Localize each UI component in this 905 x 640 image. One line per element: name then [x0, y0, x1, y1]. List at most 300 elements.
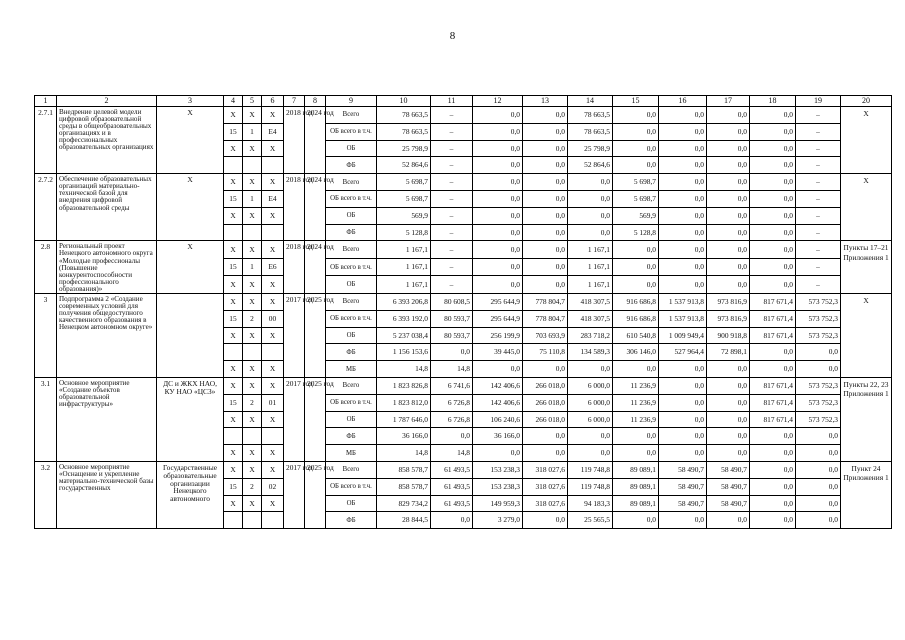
- amount-cell: 58 490,7: [659, 462, 707, 479]
- amount-cell: 573 752,3: [796, 327, 841, 344]
- amount-cell: 973 816,9: [707, 310, 750, 327]
- column-number: 6: [262, 96, 284, 107]
- budget-code: Х: [262, 462, 284, 479]
- amount-cell: 0,0: [523, 258, 568, 276]
- amount-cell: 0,0: [659, 512, 707, 529]
- amount-cell: 0,0: [523, 207, 568, 224]
- amount-cell: 11 236,9: [613, 378, 659, 395]
- funding-source: ОБ: [326, 327, 377, 344]
- amount-cell: 0,0: [750, 140, 796, 157]
- reference-note: Х: [841, 174, 892, 241]
- amount-cell: 0,0: [659, 174, 707, 191]
- funding-source: Всего: [326, 107, 377, 124]
- amount-cell: 0,0: [659, 224, 707, 241]
- amount-cell: 153 238,3: [473, 478, 523, 495]
- budget-code: Х: [243, 107, 262, 124]
- amount-cell: 0,0: [431, 344, 473, 361]
- amount-cell: 0,0: [750, 207, 796, 224]
- amount-cell: 0,0: [613, 123, 659, 140]
- budget-code: Х: [224, 411, 243, 428]
- funding-source: ОБ: [326, 495, 377, 512]
- amount-cell: 6 000,0: [568, 394, 613, 411]
- amount-cell: 0,0: [523, 174, 568, 191]
- amount-cell: 0,0: [750, 224, 796, 241]
- amount-cell: 1 787 646,0: [377, 411, 431, 428]
- amount-cell: 6 000,0: [568, 378, 613, 395]
- amount-cell: 0,0: [523, 140, 568, 157]
- amount-cell: 0,0: [659, 258, 707, 276]
- budget-code: Х: [262, 361, 284, 378]
- budget-code: Х: [224, 327, 243, 344]
- column-number: 19: [796, 96, 841, 107]
- budget-code: 01: [262, 394, 284, 411]
- amount-cell: –: [796, 157, 841, 174]
- amount-cell: –: [796, 190, 841, 207]
- amount-cell: 149 959,3: [473, 495, 523, 512]
- amount-cell: 266 018,0: [523, 378, 568, 395]
- budget-code: [243, 344, 262, 361]
- budget-code: 1: [243, 258, 262, 276]
- funding-source: ФБ: [326, 157, 377, 174]
- amount-cell: 569,9: [613, 207, 659, 224]
- amount-cell: 0,0: [523, 361, 568, 378]
- budget-code: 2: [243, 394, 262, 411]
- amount-cell: 569,9: [377, 207, 431, 224]
- amount-cell: 817 671,4: [750, 327, 796, 344]
- amount-cell: –: [431, 140, 473, 157]
- amount-cell: 1 156 153,6: [377, 344, 431, 361]
- column-number: 14: [568, 96, 613, 107]
- amount-cell: 0,0: [473, 157, 523, 174]
- start-year: 2018 год: [284, 107, 305, 174]
- amount-cell: 0,0: [750, 428, 796, 445]
- budget-code: Х: [224, 462, 243, 479]
- executor: Х: [157, 174, 224, 241]
- end-year: 2024 год: [305, 241, 326, 294]
- amount-cell: –: [796, 276, 841, 294]
- budget-code: Х: [243, 327, 262, 344]
- budget-code: Х: [224, 378, 243, 395]
- amount-cell: 0,0: [750, 512, 796, 529]
- amount-cell: –: [431, 190, 473, 207]
- amount-cell: –: [796, 207, 841, 224]
- executor: Х: [157, 107, 224, 174]
- amount-cell: 0,0: [523, 123, 568, 140]
- amount-cell: 0,0: [707, 157, 750, 174]
- reference-note: Пункты 17–21 Приложения 1: [841, 241, 892, 294]
- amount-cell: 573 752,3: [796, 394, 841, 411]
- amount-cell: 0,0: [750, 174, 796, 191]
- amount-cell: 1 167,1: [377, 241, 431, 259]
- amount-cell: 0,0: [659, 207, 707, 224]
- amount-cell: 0,0: [707, 241, 750, 259]
- amount-cell: 0,0: [750, 258, 796, 276]
- amount-cell: 106 240,6: [473, 411, 523, 428]
- budget-code: Х: [243, 445, 262, 462]
- executor: ДС и ЖКХ НАО, КУ НАО «ЦСЗ»: [157, 378, 224, 462]
- amount-cell: 0,0: [750, 495, 796, 512]
- measure-name: Обеспечение образовательных организаций материально-технической базой для внедрения цифровой образовательной среды: [57, 174, 157, 241]
- amount-cell: 1 167,1: [568, 276, 613, 294]
- amount-cell: 6 726,8: [431, 394, 473, 411]
- amount-cell: –: [431, 241, 473, 259]
- amount-cell: 0,0: [707, 140, 750, 157]
- budget-code: [262, 512, 284, 529]
- column-number: 3: [157, 96, 224, 107]
- measure-name: Внедрение целевой модели цифровой образовательной среды в общеобразовательных организациях и в профессиональных образовательных организациях: [57, 107, 157, 174]
- budget-code: Е4: [262, 190, 284, 207]
- amount-cell: 78 663,5: [377, 107, 431, 124]
- budget-code: 00: [262, 310, 284, 327]
- amount-cell: 0,0: [750, 190, 796, 207]
- funding-source: ФБ: [326, 344, 377, 361]
- budget-code: Х: [262, 294, 284, 311]
- amount-cell: –: [796, 224, 841, 241]
- amount-cell: 0,0: [568, 190, 613, 207]
- amount-cell: 0,0: [613, 361, 659, 378]
- amount-cell: 134 589,3: [568, 344, 613, 361]
- amount-cell: 0,0: [473, 140, 523, 157]
- amount-cell: 0,0: [659, 157, 707, 174]
- executor: [157, 294, 224, 378]
- budget-code: [243, 224, 262, 241]
- amount-cell: 0,0: [473, 107, 523, 124]
- end-year: 2024 год: [305, 174, 326, 241]
- amount-cell: 0,0: [613, 428, 659, 445]
- budget-code: Х: [262, 174, 284, 191]
- budget-code: Х: [243, 462, 262, 479]
- amount-cell: 1 823 826,8: [377, 378, 431, 395]
- column-number: 5: [243, 96, 262, 107]
- amount-cell: 610 540,8: [613, 327, 659, 344]
- amount-cell: 778 804,7: [523, 294, 568, 311]
- amount-cell: 5 698,7: [377, 174, 431, 191]
- row-number: 2.7.1: [35, 107, 57, 174]
- budget-code: Х: [262, 207, 284, 224]
- measure-name: Основное мероприятие «Создание объектов образовательной инфраструктуры»: [57, 378, 157, 462]
- amount-cell: 817 671,4: [750, 378, 796, 395]
- amount-cell: –: [796, 174, 841, 191]
- amount-cell: 0,0: [523, 190, 568, 207]
- amount-cell: 6 741,6: [431, 378, 473, 395]
- amount-cell: 0,0: [750, 445, 796, 462]
- funding-source: Всего: [326, 462, 377, 479]
- budget-code: Х: [243, 241, 262, 259]
- amount-cell: 0,0: [523, 428, 568, 445]
- funding-source: ОБ всего в т.ч.: [326, 190, 377, 207]
- amount-cell: 0,0: [707, 276, 750, 294]
- budget-code: Х: [243, 361, 262, 378]
- amount-cell: 89 089,1: [613, 462, 659, 479]
- amount-cell: 61 493,5: [431, 478, 473, 495]
- amount-cell: 318 027,6: [523, 462, 568, 479]
- budget-code: 15: [224, 310, 243, 327]
- table-row: [35, 294, 892, 311]
- budget-code: Х: [224, 276, 243, 294]
- reference-note: Пункты 22, 23 Приложения 1: [841, 378, 892, 462]
- amount-cell: 58 490,7: [707, 495, 750, 512]
- funding-source: МБ: [326, 361, 377, 378]
- amount-cell: 318 027,6: [523, 478, 568, 495]
- amount-cell: 58 490,7: [659, 495, 707, 512]
- budget-code: 15: [224, 394, 243, 411]
- amount-cell: 119 748,8: [568, 478, 613, 495]
- column-number: 15: [613, 96, 659, 107]
- amount-cell: 0,0: [796, 361, 841, 378]
- amount-cell: 0,0: [523, 157, 568, 174]
- budget-code: Х: [243, 276, 262, 294]
- column-number-row: [35, 96, 892, 107]
- amount-cell: 28 844,5: [377, 512, 431, 529]
- amount-cell: 0,0: [707, 107, 750, 124]
- column-number: 18: [750, 96, 796, 107]
- budget-code: 1: [243, 123, 262, 140]
- row-number: 3.1: [35, 378, 57, 462]
- amount-cell: –: [796, 123, 841, 140]
- amount-cell: 0,0: [568, 428, 613, 445]
- amount-cell: 39 445,0: [473, 344, 523, 361]
- measure-name: Основное мероприятие «Оснащение и укрепление материально-технической базы государственных: [57, 462, 157, 529]
- amount-cell: 0,0: [707, 224, 750, 241]
- budget-code: [243, 157, 262, 174]
- column-number: 17: [707, 96, 750, 107]
- budget-code: [224, 157, 243, 174]
- amount-cell: 14,8: [431, 361, 473, 378]
- amount-cell: 25 798,9: [377, 140, 431, 157]
- amount-cell: 858 578,7: [377, 462, 431, 479]
- column-number: 2: [57, 96, 157, 107]
- amount-cell: 25 798,9: [568, 140, 613, 157]
- amount-cell: 0,0: [523, 512, 568, 529]
- amount-cell: 0,0: [796, 495, 841, 512]
- amount-cell: 0,0: [707, 394, 750, 411]
- amount-cell: 266 018,0: [523, 411, 568, 428]
- amount-cell: 75 110,8: [523, 344, 568, 361]
- amount-cell: 0,0: [659, 107, 707, 124]
- funding-source: Всего: [326, 241, 377, 259]
- amount-cell: 1 537 913,8: [659, 310, 707, 327]
- amount-cell: 0,0: [613, 157, 659, 174]
- amount-cell: 153 238,3: [473, 462, 523, 479]
- budget-code: [243, 512, 262, 529]
- amount-cell: 0,0: [613, 140, 659, 157]
- amount-cell: 0,0: [796, 462, 841, 479]
- funding-source: ОБ: [326, 411, 377, 428]
- start-year: 2017 год: [284, 378, 305, 462]
- amount-cell: 0,0: [659, 411, 707, 428]
- amount-cell: –: [796, 140, 841, 157]
- amount-cell: 0,0: [659, 123, 707, 140]
- budget-code: Х: [224, 207, 243, 224]
- amount-cell: 0,0: [659, 241, 707, 259]
- amount-cell: 0,0: [613, 276, 659, 294]
- funding-source: ОБ всего в т.ч.: [326, 123, 377, 140]
- row-number: 3: [35, 294, 57, 378]
- budget-code: [243, 428, 262, 445]
- amount-cell: 266 018,0: [523, 394, 568, 411]
- column-number: 11: [431, 96, 473, 107]
- amount-cell: 0,0: [431, 428, 473, 445]
- amount-cell: 1 823 812,0: [377, 394, 431, 411]
- amount-cell: 0,0: [659, 445, 707, 462]
- budget-code: [224, 512, 243, 529]
- budget-code: 15: [224, 123, 243, 140]
- row-number: 2.8: [35, 241, 57, 294]
- budget-code: Х: [224, 107, 243, 124]
- amount-cell: 0,0: [659, 428, 707, 445]
- budget-code: [262, 428, 284, 445]
- amount-cell: 36 166,0: [377, 428, 431, 445]
- amount-cell: 0,0: [707, 445, 750, 462]
- budget-code: Х: [262, 411, 284, 428]
- table-row: [35, 107, 892, 124]
- amount-cell: 0,0: [750, 361, 796, 378]
- budget-code: Х: [262, 445, 284, 462]
- start-year: 2018 год: [284, 174, 305, 241]
- amount-cell: 0,0: [473, 190, 523, 207]
- funding-source: ФБ: [326, 428, 377, 445]
- amount-cell: –: [431, 276, 473, 294]
- amount-cell: 72 898,1: [707, 344, 750, 361]
- amount-cell: 0,0: [473, 123, 523, 140]
- amount-cell: 1 009 949,4: [659, 327, 707, 344]
- amount-cell: 0,0: [750, 344, 796, 361]
- amount-cell: 0,0: [659, 190, 707, 207]
- amount-cell: 283 718,2: [568, 327, 613, 344]
- amount-cell: 0,0: [707, 378, 750, 395]
- budget-code: Х: [262, 140, 284, 157]
- amount-cell: 0,0: [613, 512, 659, 529]
- amount-cell: –: [431, 207, 473, 224]
- table-row: [35, 462, 892, 479]
- column-number: 9: [326, 96, 377, 107]
- column-number: 12: [473, 96, 523, 107]
- amount-cell: 817 671,4: [750, 411, 796, 428]
- funding-source: Всего: [326, 174, 377, 191]
- amount-cell: 14,8: [431, 445, 473, 462]
- amount-cell: 418 307,5: [568, 310, 613, 327]
- measure-name: Подпрограмма 2 «Создание современных условий для получения общедоступного качественного образования в Ненецком автономном округе»: [57, 294, 157, 378]
- budget-code: Х: [262, 107, 284, 124]
- amount-cell: –: [431, 174, 473, 191]
- amount-cell: 573 752,3: [796, 294, 841, 311]
- budget-code: Х: [262, 327, 284, 344]
- amount-cell: 0,0: [473, 241, 523, 259]
- column-number: 4: [224, 96, 243, 107]
- amount-cell: 0,0: [613, 241, 659, 259]
- amount-cell: 817 671,4: [750, 394, 796, 411]
- amount-cell: 142 406,6: [473, 378, 523, 395]
- column-number: 1: [35, 96, 57, 107]
- amount-cell: 0,0: [750, 462, 796, 479]
- amount-cell: 0,0: [659, 394, 707, 411]
- funding-source: ОБ: [326, 140, 377, 157]
- amount-cell: 0,0: [568, 174, 613, 191]
- amount-cell: 0,0: [613, 258, 659, 276]
- amount-cell: 0,0: [523, 445, 568, 462]
- amount-cell: 0,0: [523, 224, 568, 241]
- amount-cell: 58 490,7: [707, 478, 750, 495]
- budget-code: 15: [224, 478, 243, 495]
- budget-code: [262, 224, 284, 241]
- budget-code: Х: [262, 378, 284, 395]
- budget-code: Х: [224, 140, 243, 157]
- amount-cell: –: [796, 241, 841, 259]
- start-year: 2018 год: [284, 241, 305, 294]
- measure-name: Региональный проект Ненецкого автономного округа «Молодые профессионалы (Повышение конкурентоспособности профессионального образования)»: [57, 241, 157, 294]
- amount-cell: 80 593,7: [431, 310, 473, 327]
- amount-cell: 5 698,7: [613, 174, 659, 191]
- column-number: 13: [523, 96, 568, 107]
- budget-code: Х: [243, 495, 262, 512]
- budget-code: [224, 224, 243, 241]
- budget-code: [224, 344, 243, 361]
- amount-cell: 0,0: [707, 174, 750, 191]
- amount-cell: 94 183,3: [568, 495, 613, 512]
- amount-cell: 0,0: [659, 378, 707, 395]
- budget-code: Х: [243, 378, 262, 395]
- amount-cell: 0,0: [473, 207, 523, 224]
- budget-code: 2: [243, 478, 262, 495]
- amount-cell: 0,0: [750, 107, 796, 124]
- amount-cell: 0,0: [659, 276, 707, 294]
- budget-code: 2: [243, 310, 262, 327]
- budget-code: [262, 344, 284, 361]
- amount-cell: 0,0: [796, 478, 841, 495]
- amount-cell: 89 089,1: [613, 495, 659, 512]
- amount-cell: 6 393 192,0: [377, 310, 431, 327]
- amount-cell: 1 167,1: [377, 258, 431, 276]
- amount-cell: 0,0: [613, 107, 659, 124]
- amount-cell: 0,0: [750, 157, 796, 174]
- column-number: 20: [841, 96, 892, 107]
- amount-cell: 0,0: [473, 258, 523, 276]
- amount-cell: 573 752,3: [796, 411, 841, 428]
- funding-source: ФБ: [326, 512, 377, 529]
- budget-code: Х: [262, 241, 284, 259]
- amount-cell: –: [796, 107, 841, 124]
- amount-cell: 0,0: [707, 258, 750, 276]
- budget-code: Х: [243, 207, 262, 224]
- amount-cell: 0,0: [568, 361, 613, 378]
- amount-cell: 0,0: [707, 361, 750, 378]
- amount-cell: 829 734,2: [377, 495, 431, 512]
- executor: Государственные образовательные организации Ненецкого автономного: [157, 462, 224, 529]
- budget-code: Х: [224, 495, 243, 512]
- amount-cell: 573 752,3: [796, 310, 841, 327]
- amount-cell: 418 307,5: [568, 294, 613, 311]
- row-number: 2.7.2: [35, 174, 57, 241]
- amount-cell: 0,0: [796, 344, 841, 361]
- page-number: 8: [449, 30, 456, 42]
- end-year: 2025 год: [305, 462, 326, 529]
- amount-cell: 142 406,6: [473, 394, 523, 411]
- amount-cell: 703 693,9: [523, 327, 568, 344]
- amount-cell: 58 490,7: [707, 462, 750, 479]
- amount-cell: 11 236,9: [613, 411, 659, 428]
- funding-source: Всего: [326, 378, 377, 395]
- amount-cell: 80 608,5: [431, 294, 473, 311]
- amount-cell: 5 698,7: [377, 190, 431, 207]
- amount-cell: 36 166,0: [473, 428, 523, 445]
- end-year: 2025 год: [305, 294, 326, 378]
- amount-cell: 916 686,8: [613, 294, 659, 311]
- amount-cell: –: [431, 107, 473, 124]
- executor: Х: [157, 241, 224, 294]
- amount-cell: 61 493,5: [431, 462, 473, 479]
- amount-cell: 0,0: [473, 224, 523, 241]
- amount-cell: 318 027,6: [523, 495, 568, 512]
